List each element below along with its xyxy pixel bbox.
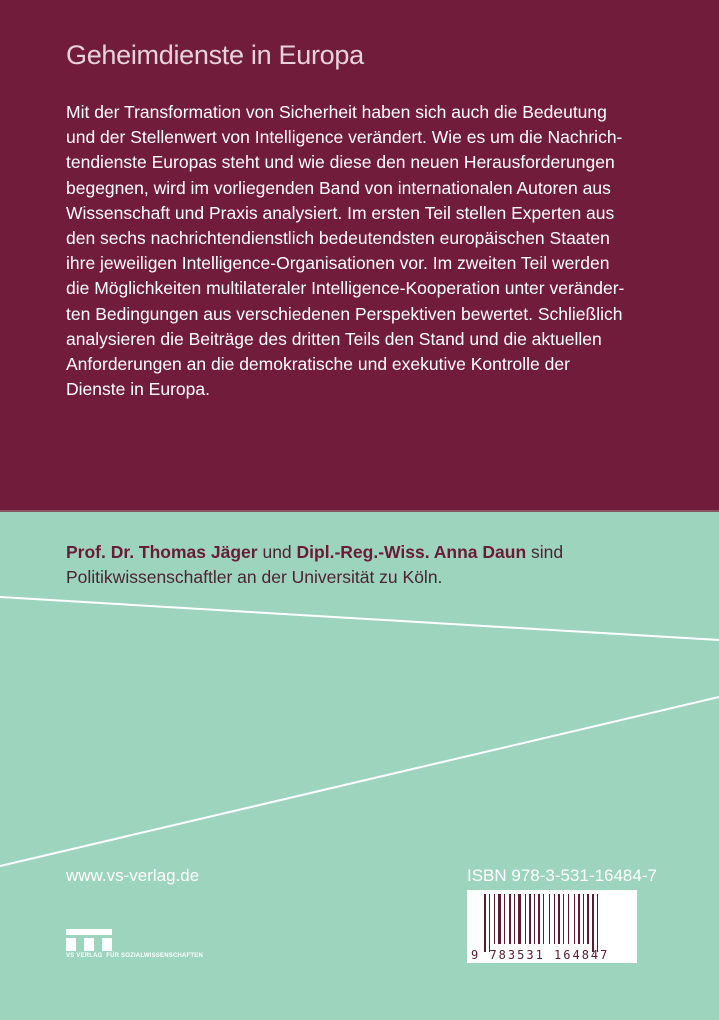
- publisher-name: VS VERLAG FÜR SOZIALWISSENSCHAFTEN: [66, 953, 204, 959]
- author-verb: sind: [526, 542, 564, 562]
- blurb-line: Wissenschaft und Praxis analysiert. Im ersten Teil stellen Experten aus: [66, 202, 615, 223]
- blurb-line: die Möglichkeiten multilateraler Intelligence-Kooperation unter veränder-: [66, 278, 625, 299]
- author-name: Prof. Dr. Thomas Jäger: [66, 542, 258, 562]
- blurb-text: [66, 100, 706, 402]
- blurb-line: Dienste in Europa.: [66, 379, 210, 400]
- author-conj: und: [257, 542, 297, 562]
- blurb-line: analysieren die Beiträge des dritten Teils den Stand und die aktuellen: [66, 328, 602, 349]
- blurb-line: Anforderungen an die demokratische und exekutive Kontrolle der: [66, 354, 570, 375]
- blurb-line: ten Bedingungen aus verschiedenen Perspektiven bewertet. Schließlich: [66, 303, 623, 324]
- blurb-line: begegnen, wird im vorliegenden Band von internationalen Autoren aus: [66, 177, 611, 198]
- barcode: [467, 890, 637, 963]
- blurb-line: den sechs nachrichtendienstlich bedeutendsten europäischen Staaten: [66, 228, 610, 249]
- isbn: ISBN 978-3-531-16484-7: [467, 866, 657, 885]
- blurb-line: tendienste Europas steht und wie diese den neuen Herausforderungen: [66, 152, 615, 173]
- publisher-url[interactable]: www.vs-verlag.de: [66, 866, 200, 885]
- author-info: [66, 540, 563, 590]
- blurb-line: ihre jeweiligen Intelligence-Organisationen vor. Im zweiten Teil werden: [66, 253, 610, 274]
- blurb-line: Mit der Transformation von Sicherheit haben sich auch die Bedeutung: [66, 102, 607, 122]
- author-affiliation: Politikwissenschaftler an der Universität zu Köln.: [66, 567, 443, 587]
- author-name: Dipl.-Reg.-Wiss. Anna Daun: [296, 542, 527, 562]
- barcode-bars-icon: [467, 894, 637, 954]
- publisher-logo-icon: [66, 929, 112, 951]
- barcode-number: 9 783531 164847: [471, 948, 610, 962]
- book-title: Geheimdienste in Europa: [66, 40, 364, 70]
- blurb-line: und der Stellenwert von Intelligence verändert. Wie es um die Nachrich-: [66, 127, 623, 148]
